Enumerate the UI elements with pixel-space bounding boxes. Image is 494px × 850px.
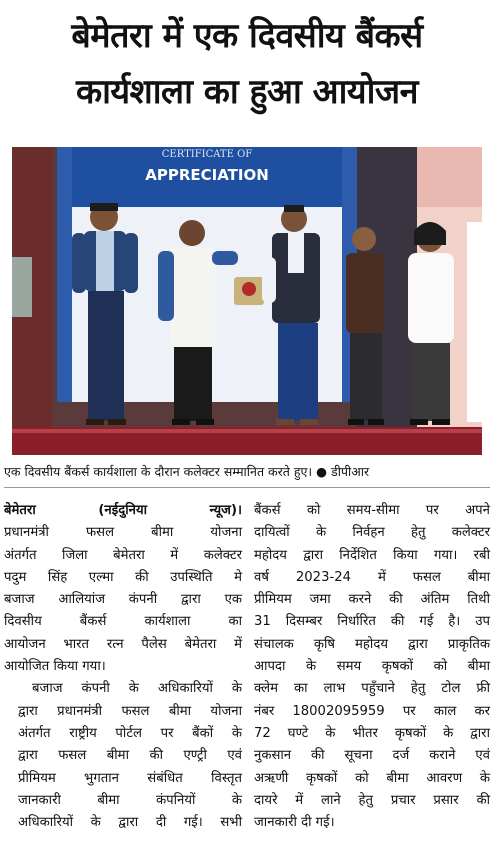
text-line: क्लेम का लाभ पहुँचाने हेतु टोल फ्री xyxy=(254,681,490,697)
memento xyxy=(234,277,264,305)
text-line: महोदय द्वारा निर्देशित किया गया। रबी xyxy=(254,547,490,563)
text-line: प्रीमियम भुगतान संबंधित विस्तृत xyxy=(18,770,242,786)
person-4 xyxy=(346,227,384,425)
text-line: अऋणी कृषकों को बीमा आवरण के xyxy=(254,770,490,786)
text-line: 72 घण्टे के भीतर कृषकों के द्वारा xyxy=(254,725,490,741)
text-line: जानकारी बीमा कंपनियों के xyxy=(18,792,242,808)
article-column-right xyxy=(254,500,490,834)
text-line: जानकारी दी गई। xyxy=(254,815,335,831)
text-line: दिवसीय बैंकर्स कार्यशाला का xyxy=(4,614,242,630)
news-photo xyxy=(12,147,482,455)
photo-caption: एक दिवसीय बैंकर्स कार्यशाला के दौरान कलेक्टर सम्मानित करते हुए। ● डीपीआर xyxy=(4,464,370,479)
text-line: अधिकारियों के द्वारा दी गई। सभी xyxy=(18,815,242,831)
text-line: अंतर्गत राष्ट्रीय पोर्टल पर बैंकों के xyxy=(18,725,242,741)
text-line: बजाज आलियांज कंपनी द्वारा एक xyxy=(4,592,242,608)
text-line: वर्ष 2023-24 में फसल बीमा xyxy=(254,569,490,585)
headline-line-1: बेमेतरा में एक दिवसीय बैंकर्स xyxy=(71,16,423,56)
banner-top-text: CERTIFICATE OF xyxy=(161,149,253,160)
text-line: आयोजित किया गया। xyxy=(4,659,106,675)
paragraph-1 xyxy=(4,500,242,678)
text-line: संचालक कृषि महोदय द्वारा प्राकृतिक xyxy=(254,636,490,652)
text-line: नुकसान की सूचना दर्ज कराने एवं xyxy=(254,748,490,764)
text-line: पदुम सिंह एल्मा की उपस्थिति मे xyxy=(4,569,242,585)
text-line: दायित्वों के निर्वहन हेतु कलेक्टर xyxy=(254,525,490,541)
text-line: द्वारा प्रधानमंत्री फसल बीमा योजना xyxy=(18,703,242,719)
text-line: आयोजन भारत रत्न पैलेस बेमेतरा में xyxy=(4,636,242,652)
text-line: द्वारा फसल बीमा की एण्ट्री एवं xyxy=(18,748,242,764)
article-column-left xyxy=(4,500,242,834)
text-line: बैंकर्स को समय-सीमा पर अपने xyxy=(254,503,490,518)
text-line: प्रधानमंत्री फसल बीमा योजना xyxy=(4,525,242,541)
text-line: नंबर 18002095959 पर काल कर xyxy=(254,703,490,719)
paragraph-2 xyxy=(4,678,242,834)
caption-divider xyxy=(4,487,490,488)
text-line: बजाज कंपनी के अधिकारियों के xyxy=(32,681,242,697)
text-line: प्रीमियम जमा करने की अंतिम तिथी xyxy=(254,592,490,608)
text-line: आपदा के समय कृषकों को बीमा xyxy=(254,659,490,675)
photo-scene xyxy=(12,147,482,455)
text-line: दायरे में लाने हेतु प्रचार प्रसार की xyxy=(254,792,490,808)
dateline: बेमेतरा (नईदुनिया न्यूज)। xyxy=(4,503,242,518)
banner-main-text: APPRECIATION xyxy=(145,166,269,184)
headline-line-2: कार्यशाला का हुआ आयोजन xyxy=(75,72,419,112)
text-line: 31 दिसम्बर निर्धारित की गई है। उप xyxy=(254,614,490,630)
text-line: अंतर्गत जिला बेमेतरा में कलेक्टर xyxy=(4,547,242,563)
paragraph-3 xyxy=(254,500,490,834)
headline xyxy=(0,8,494,120)
